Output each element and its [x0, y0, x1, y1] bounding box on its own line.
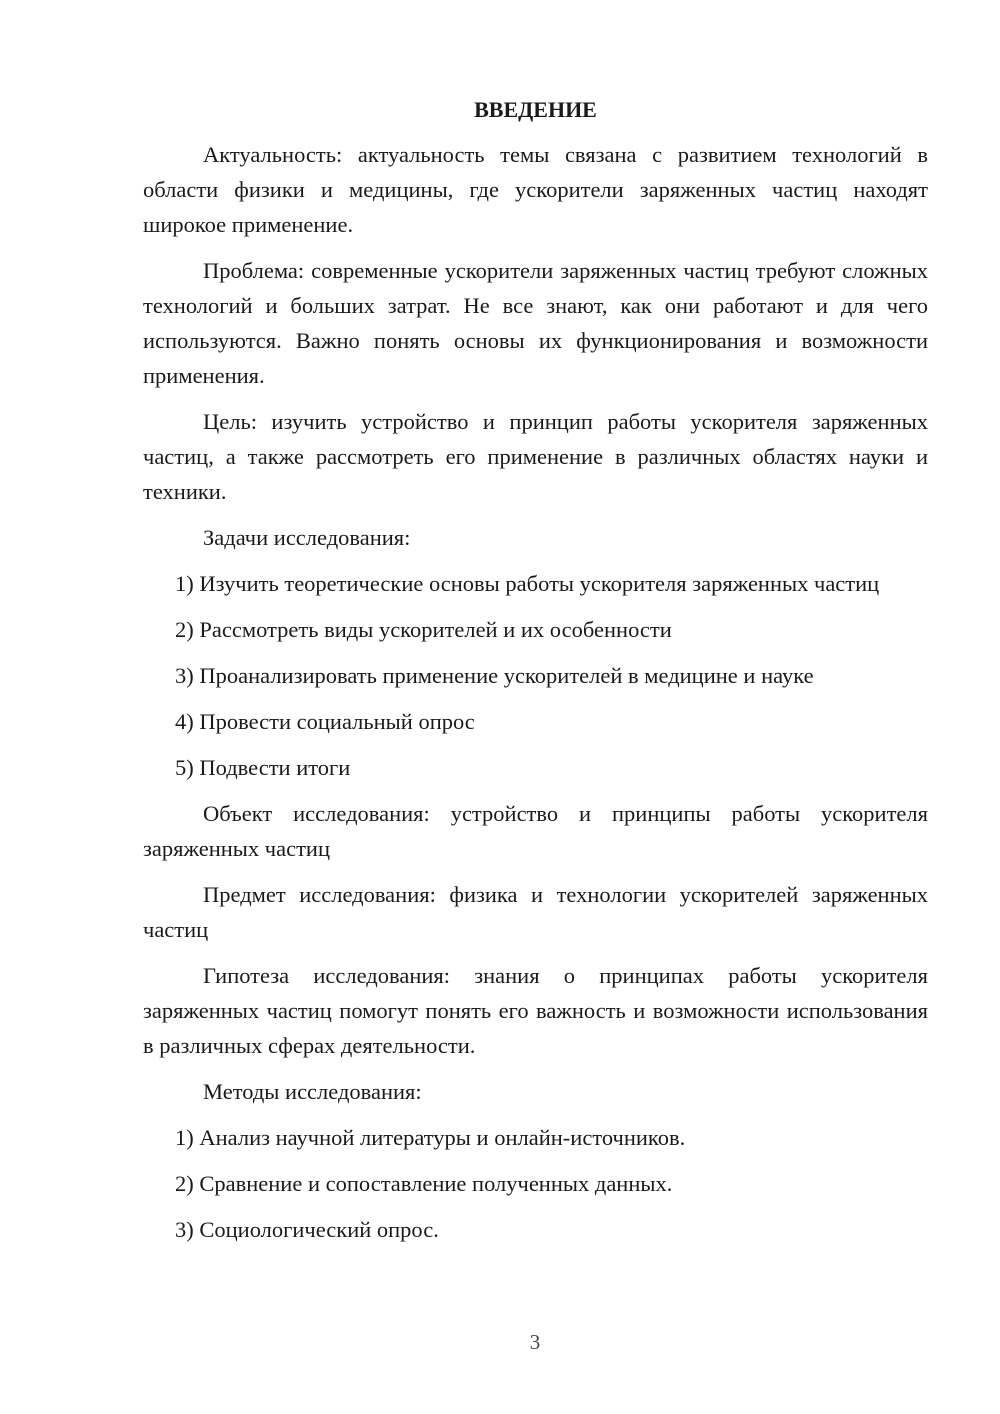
task-item: 3) Проанализировать применение ускорителей в медицине и науке — [175, 663, 814, 688]
subject-paragraph: Предмет исследования: физика и технологии ускорителей заряженных частиц — [143, 882, 928, 942]
document-page — [143, 92, 928, 1258]
tasks-heading: Задачи исследования: — [203, 525, 411, 550]
task-item: 4) Провести социальный опрос — [175, 709, 475, 734]
object-paragraph: Объект исследования: устройство и принципы работы ускорителя заряженных частиц — [143, 801, 928, 861]
relevance-paragraph: Актуальность: актуальность темы связана с развитием технологий в области физики и медицины, где ускорители заряженных частиц находят широкое применение. — [143, 142, 928, 237]
problem-paragraph: Проблема: современные ускорители заряженных частиц требуют сложных технологий и больших затрат. Не все знают, как они работают и для чего используются. Важно понять основы их функционирования и возможности применения. — [143, 258, 928, 388]
method-item: 1) Анализ научной литературы и онлайн-источников. — [175, 1125, 686, 1150]
hypothesis-paragraph: Гипотеза исследования: знания о принципах работы ускорителя заряженных частиц помогут понять его важность и возможности использования в различных сферах деятельности. — [143, 963, 928, 1058]
section-title: ВВЕДЕНИЕ — [474, 97, 597, 122]
methods-heading: Методы исследования: — [203, 1079, 422, 1104]
task-item: 1) Изучить теоретические основы работы ускорителя заряженных частиц — [175, 571, 880, 596]
goal-paragraph: Цель: изучить устройство и принцип работы ускорителя заряженных частиц, а также рассмотреть его применение в различных областях науки и техники. — [143, 409, 928, 504]
method-item: 3) Социологический опрос. — [175, 1217, 439, 1242]
task-item: 5) Подвести итоги — [175, 755, 351, 780]
task-item: 2) Рассмотреть виды ускорителей и их особенности — [175, 617, 672, 642]
page-number: 3 — [529, 1330, 541, 1354]
method-item: 2) Сравнение и сопоставление полученных данных. — [175, 1171, 673, 1196]
